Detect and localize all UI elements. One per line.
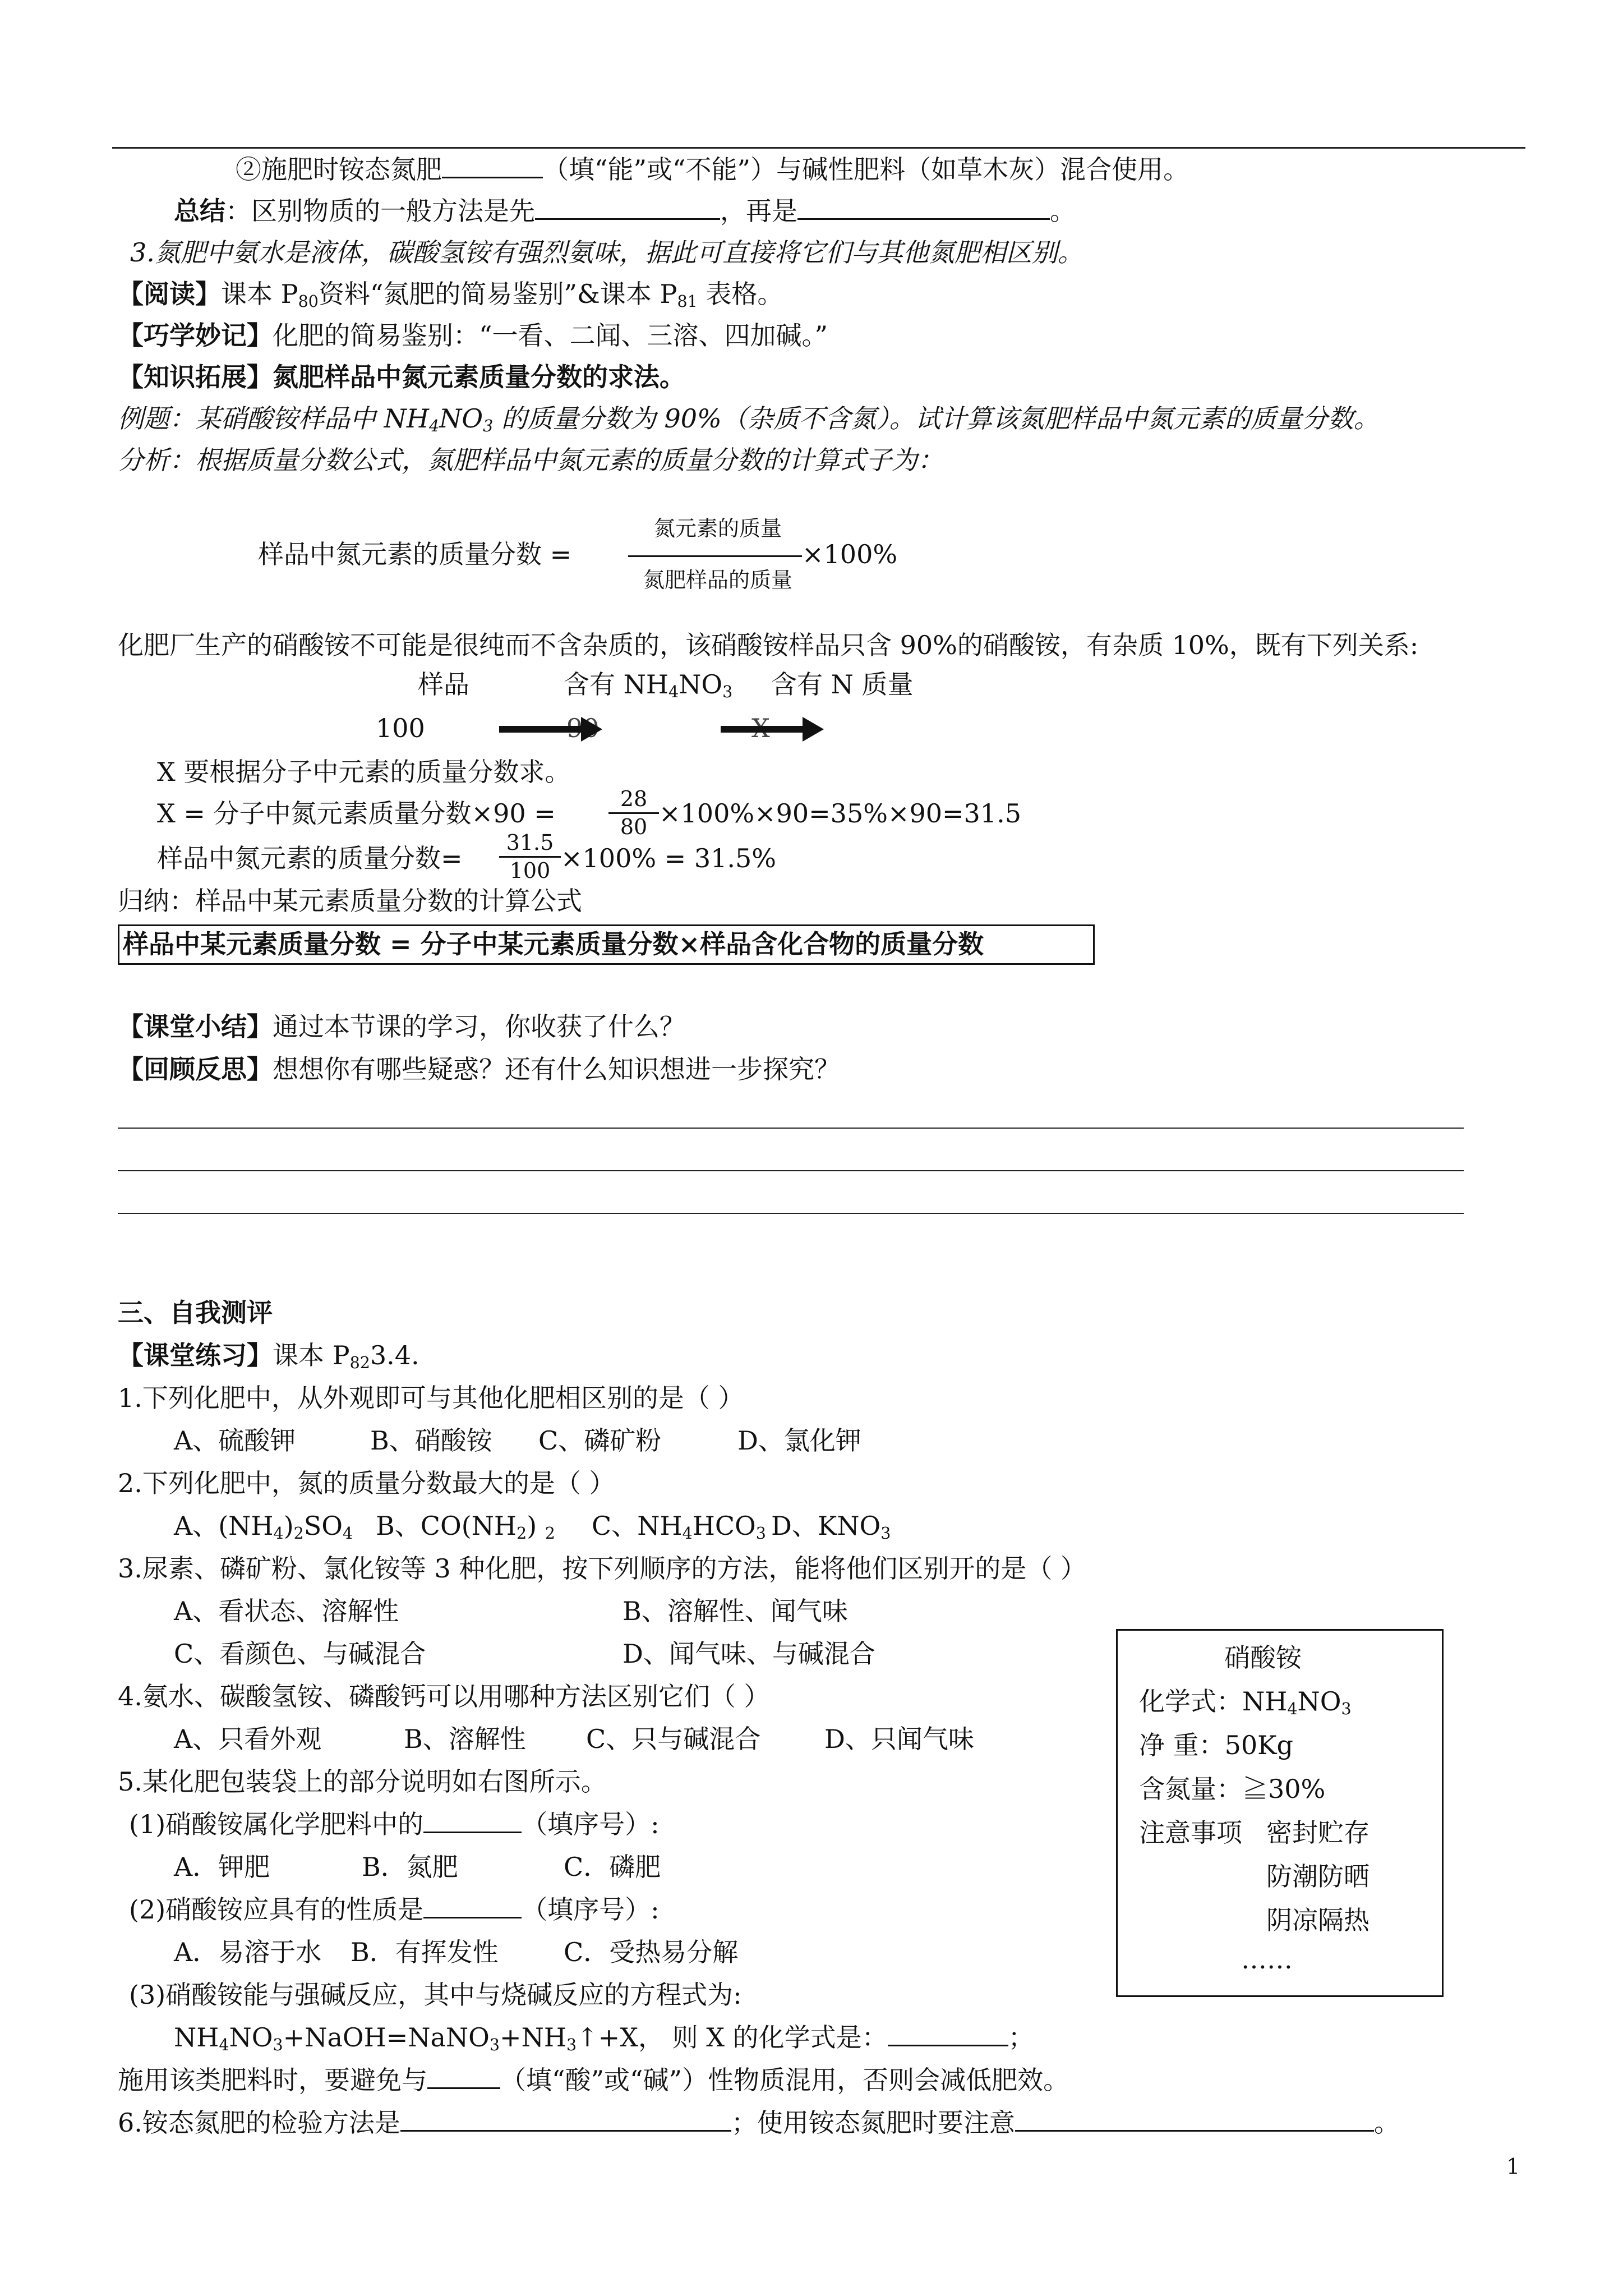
q2-option-c[interactable]: [592, 1509, 766, 1550]
q3-option-b[interactable]: B、溶解性、闻气味: [623, 1596, 848, 1626]
eq-a: NH: [174, 2022, 219, 2053]
subscript: 3: [1341, 1700, 1352, 1719]
subscript: 3: [880, 1524, 891, 1543]
q5-p1-post: （填序号）:: [522, 1809, 660, 1839]
relation-h2: 含有 NH: [564, 669, 668, 700]
label-notes-label: 注意事项: [1139, 1818, 1242, 1848]
q1-option-c[interactable]: C、磷矿粉: [538, 1425, 662, 1456]
q4-option-c[interactable]: C、只与碱混合: [586, 1724, 761, 1754]
relation-h2b: NO: [679, 669, 723, 700]
q5-equation: [174, 2021, 1034, 2062]
q6-mid: ；使用铵态氮肥时要注意: [731, 2108, 1015, 2138]
question-1-stem: 1.下列化肥中，从外观即可与其他化肥相区别的是（ ）: [118, 1383, 744, 1413]
reflection-label: 【回顾反思】: [118, 1054, 273, 1084]
eq-c: +NaOH=NaNO: [283, 2022, 490, 2053]
reading-text-b: 资料“氮肥的简易鉴别”&课本 P: [318, 279, 677, 309]
example-problem: [118, 402, 1380, 443]
q2-option-a[interactable]: [174, 1509, 353, 1550]
analysis-line: 分析：根据质量分数公式，氮肥样品中氮元素的质量分数的计算式子为：: [118, 445, 943, 475]
mnemonic-label: 【巧学妙记】: [118, 320, 273, 351]
practice-line: [118, 1338, 419, 1380]
conclude-line: 归纳：样品中某元素质量分数的计算公式: [118, 886, 582, 916]
answer-blank[interactable]: [535, 196, 720, 220]
q6-pre: 6.铵态氮肥的检验方法是: [118, 2108, 400, 2138]
calc1-post: ×100%×90=35%×90=31.5: [659, 798, 1021, 829]
page-subscript: 82: [349, 1354, 370, 1373]
extension-text: 氮肥样品中氮元素质量分数的求法。: [273, 362, 685, 392]
q6-end: 。: [1373, 2108, 1400, 2138]
q5-p2-post: （填序号）:: [522, 1894, 660, 1925]
calc2-post: ×100% = 31.5%: [561, 843, 776, 873]
line1-pre: ②施肥时铵态氮肥: [236, 154, 442, 185]
class-summary-text: 通过本节课的学习，你收获了什么？: [273, 1011, 685, 1042]
ammonia-note: 3.氮肥中氨水是液体，碳酸氢铵有强烈氨味，据此可直接将它们与其他氮肥相区别。: [130, 237, 1083, 268]
label-note: ……: [1241, 1944, 1293, 1975]
reflection-text: 想想你有哪些疑惑？还有什么知识想进一步探究？: [273, 1054, 840, 1084]
q1-option-d[interactable]: D、氯化钾: [737, 1425, 861, 1456]
subscript: 4: [273, 1524, 284, 1543]
label-weight: 净 重：50Kg: [1139, 1730, 1293, 1760]
writing-line[interactable]: [118, 1170, 1464, 1171]
summary-end: 。: [1050, 196, 1076, 226]
reading-line: [118, 277, 783, 319]
q2-ob: B、CO(NH: [376, 1511, 517, 1541]
answer-blank[interactable]: [442, 154, 543, 178]
question-6: [118, 2106, 1400, 2139]
q5-tail-post: （填“酸”或“碱”）性物质混用，否则会减低肥效。: [500, 2065, 1069, 2095]
label-title: 硝酸铵: [1224, 1642, 1302, 1673]
relation-header-sample: 样品: [418, 669, 469, 700]
calc1-numerator: 28: [620, 786, 648, 811]
key-formula-box: [118, 924, 1095, 965]
relation-header-n: 含有 N 质量: [771, 669, 914, 700]
q3-option-d[interactable]: D、闻气味、与碱混合: [623, 1639, 875, 1669]
q5-p1-pre: (1)硝酸铵属化学肥料中的: [129, 1809, 424, 1839]
key-formula-text: 样品中某元素质量分数 = 分子中某元素质量分数×样品含化合物的质量分数: [123, 929, 984, 959]
label-note: 密封贮存: [1266, 1818, 1370, 1848]
q5-tail: [118, 2063, 1069, 2097]
calc2-numerator: 31.5: [506, 830, 554, 855]
reading-text-a: 课本 P: [221, 279, 298, 309]
fraction-bar: [628, 555, 802, 557]
label-note: 防潮防晒: [1266, 1861, 1370, 1892]
mnemonic-text: 化肥的简易鉴别：“一看、二闻、三溶、四加碱。”: [273, 320, 828, 351]
summary-mid: ，再是: [720, 196, 797, 226]
formula-left: 样品中氮元素的质量分数 =: [258, 539, 572, 569]
answer-blank[interactable]: [797, 196, 1050, 220]
question-2-stem: 2.下列化肥中，氮的质量分数最大的是（ ）: [118, 1468, 615, 1498]
subscript: 3: [755, 1524, 766, 1543]
calc1-pre: X = 分子中氮元素质量分数×90 =: [157, 798, 556, 829]
subscript: 3: [722, 683, 733, 702]
class-summary-line: [118, 1010, 685, 1043]
reflection-line: [118, 1052, 840, 1086]
q5-p1-option-a[interactable]: A．钾肥: [174, 1852, 270, 1882]
q2-ob-b: ): [527, 1511, 537, 1541]
class-summary-label: 【课堂小结】: [118, 1011, 273, 1042]
label-formula-b: NO: [1297, 1686, 1341, 1717]
subscript: 4: [1287, 1700, 1298, 1719]
q2-oc-b: HCO: [692, 1511, 756, 1541]
question-3-stem: 3.尿素、磷矿粉、氯化铵等 3 种化肥，按下列顺序的方法，能将他们区别开的是（ ）: [118, 1553, 1087, 1584]
q2-oa-b: ): [283, 1511, 294, 1541]
section-title-self-assessment: 三、自我测评: [118, 1297, 273, 1328]
label-formula-label: 化学式：: [1139, 1686, 1242, 1717]
example-a: 例题：某硝酸铵样品中 NH: [118, 403, 429, 434]
calc1-denominator: 80: [620, 815, 648, 839]
page-number: 1: [1506, 2154, 1520, 2179]
eq-end: ；: [1008, 2022, 1034, 2053]
fertilizer-mixing-question: [236, 153, 1189, 186]
q5-p1-option-c[interactable]: C．磷肥: [564, 1852, 661, 1882]
q5-part-1: [129, 1807, 660, 1841]
q3-option-a[interactable]: A、看状态、溶解性: [174, 1596, 399, 1626]
answer-blank[interactable]: [427, 2065, 500, 2089]
subscript: 3: [566, 2036, 577, 2055]
answer-blank[interactable]: [1015, 2108, 1374, 2132]
label-nitrogen: 含氮量：≧30%: [1139, 1774, 1326, 1804]
subscript: 4: [429, 417, 440, 436]
q1-option-a[interactable]: A、硫酸钾: [174, 1425, 296, 1456]
line1-post: （填“能”或“不能”）与碱性肥料（如草木灰）混合使用。: [543, 154, 1189, 185]
subscript: 3: [483, 417, 494, 436]
answer-blank[interactable]: [423, 1894, 522, 1918]
relation-header-nh4no3: [564, 668, 732, 709]
header-rule: [112, 147, 1525, 149]
subscript: 2: [517, 1524, 527, 1543]
q5-tail-pre: 施用该类肥料时，要避免与: [118, 2065, 427, 2095]
relation-value-sample: 100: [376, 713, 425, 743]
q5-p2-option-c[interactable]: C．受热易分解: [564, 1937, 739, 1967]
q2-oa-c: SO: [303, 1511, 343, 1541]
arrow-right-icon: [499, 726, 583, 733]
extension-label: 【知识拓展】: [118, 362, 273, 392]
q5-p1-option-b[interactable]: B．氮肥: [362, 1852, 458, 1882]
q2-option-d[interactable]: [771, 1509, 891, 1550]
q4-option-b[interactable]: B、溶解性: [404, 1724, 526, 1754]
q5-p2-pre: (2)硝酸铵应具有的性质是: [129, 1894, 424, 1925]
answer-blank[interactable]: [400, 2108, 731, 2132]
subscript: 4: [219, 2036, 229, 2055]
q5-p2-option-b[interactable]: B．有挥发性: [351, 1937, 499, 1967]
label-formula: [1139, 1685, 1352, 1726]
q2-oa: A、(NH: [174, 1511, 274, 1541]
subscript: 3: [489, 2036, 500, 2055]
eq-b: NO: [229, 2022, 273, 2053]
label-formula-a: NH: [1242, 1686, 1288, 1717]
label-note: 阴凉隔热: [1266, 1905, 1370, 1935]
x-note: X 要根据分子中元素的质量分数求。: [157, 757, 571, 787]
q2-option-b[interactable]: [376, 1509, 555, 1550]
answer-blank[interactable]: [423, 1809, 522, 1833]
q2-oc: C、NH: [592, 1511, 683, 1541]
q5-p2-option-a[interactable]: A．易溶于水: [174, 1937, 322, 1967]
summary-line: [174, 194, 1076, 228]
question-4-stem: 4.氨水、碳酸氢铵、磷酸钙可以用哪种方法区别它们（ ）: [118, 1681, 770, 1711]
q1-option-b[interactable]: B、硝酸铵: [370, 1425, 492, 1456]
writing-line[interactable]: [118, 1213, 1464, 1214]
answer-blank[interactable]: [888, 2022, 1008, 2046]
formula-numerator: 氮元素的质量: [653, 516, 782, 541]
subscript: 3: [273, 2036, 283, 2055]
fertilizer-label-box: [1116, 1629, 1444, 1997]
q4-option-a[interactable]: A、只看外观: [174, 1724, 322, 1754]
question-5-stem: 5.某化肥包装袋上的部分说明如右图所示。: [118, 1766, 607, 1797]
page-subscript: 80: [298, 292, 319, 311]
mnemonic-line: [118, 319, 828, 352]
q4-option-d[interactable]: D、只闻气味: [824, 1724, 974, 1754]
eq-d: +NH: [500, 2022, 566, 2053]
eq-e: ↑+X， 则 X 的化学式是：: [577, 2022, 888, 2053]
example-b: NO: [439, 403, 483, 434]
reading-label: 【阅读】: [118, 279, 221, 309]
formula-denominator: 氮肥样品的质量: [643, 568, 792, 592]
context-paragraph: 化肥厂生产的硝酸铵不可能是很纯而不含杂质的，该硝酸铵样品只含 90%的硝酸铵，有杂质 10%，既有下列关系:: [118, 630, 1419, 660]
q5-part-3: (3)硝酸铵能与强碱反应，其中与烧碱反应的方程式为:: [129, 1980, 742, 2010]
reading-text-c: 表格。: [697, 279, 783, 309]
q3-option-c[interactable]: C、看颜色、与碱混合: [174, 1639, 426, 1669]
calc2-pre: 样品中氮元素的质量分数=: [157, 843, 463, 873]
calc2-denominator: 100: [509, 858, 551, 883]
subscript: 4: [682, 1524, 693, 1543]
formula-right: ×100%: [802, 539, 898, 569]
example-c: 的质量分数为 90%（杂质不含氮）。试计算该氮肥样品中氮元素的质量分数。: [493, 403, 1380, 434]
q5-part-2: [129, 1893, 660, 1926]
page-subscript: 81: [677, 292, 698, 311]
extension-line: [118, 360, 685, 394]
practice-text-a: 课本 P: [273, 1340, 350, 1370]
q2-od: D、KNO: [771, 1511, 881, 1541]
subscript: 4: [343, 1524, 353, 1543]
summary-label: 总结: [174, 196, 225, 226]
writing-line[interactable]: [118, 1128, 1464, 1129]
subscript: 2: [545, 1524, 555, 1543]
subscript: 2: [293, 1524, 304, 1543]
practice-text-b: 3.4.: [370, 1340, 419, 1370]
arrow-right-icon: [721, 726, 805, 733]
summary-pre: ：区别物质的一般方法是先: [225, 196, 535, 226]
subscript: 4: [668, 683, 679, 702]
practice-label: 【课堂练习】: [118, 1340, 273, 1370]
